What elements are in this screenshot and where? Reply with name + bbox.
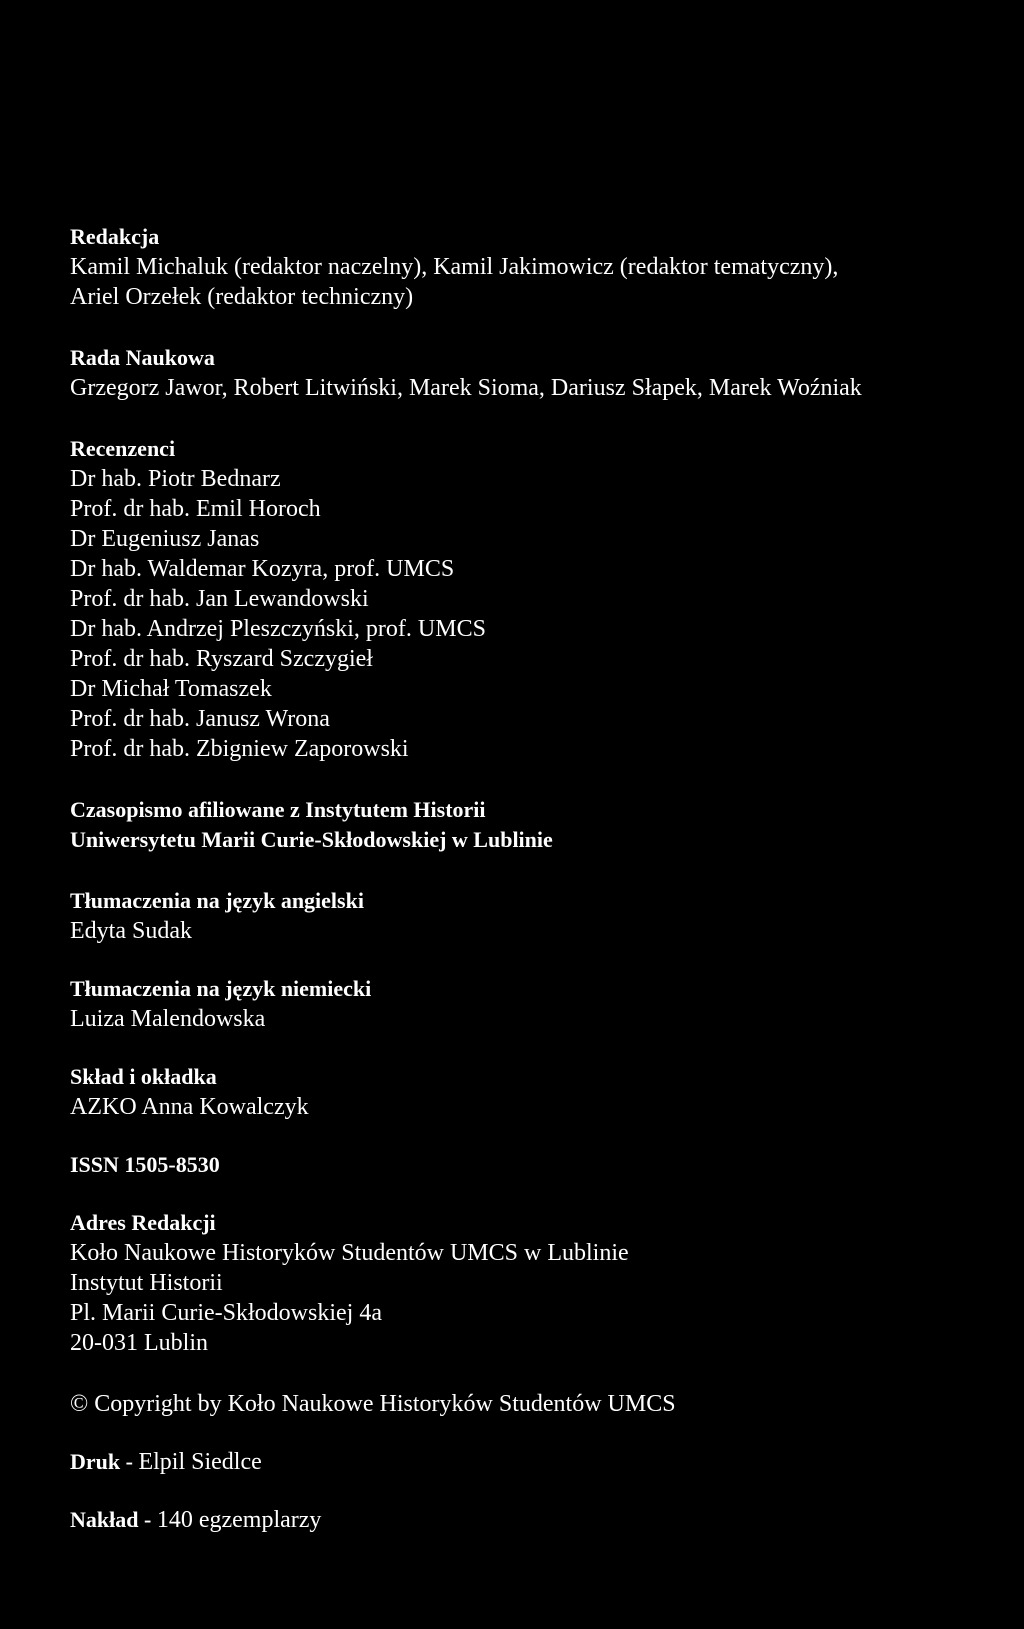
typesetting-heading: Skład i okładka xyxy=(70,1064,217,1089)
reviewers-heading: Recenzenci xyxy=(70,436,176,461)
affiliation-section xyxy=(70,795,1010,855)
scientific-board-heading: Rada Naukowa xyxy=(70,345,215,370)
typesetting-section xyxy=(70,1062,1010,1122)
editorial-line: Kamil Michaluk (redaktor naczelny), Kamil Jakimowicz (redaktor tematyczny), xyxy=(70,254,839,280)
reviewer-item: Dr hab. Piotr Bednarz xyxy=(70,466,281,492)
print-label: Druk xyxy=(70,1449,121,1474)
reviewers-section xyxy=(70,434,1010,764)
reviewer-item: Prof. dr hab. Emil Horoch xyxy=(70,496,321,522)
issn-number: ISSN 1505-8530 xyxy=(70,1152,220,1177)
print-value: Elpil Siedlce xyxy=(138,1449,262,1475)
editorial-section xyxy=(70,222,1010,312)
translation-de-name: Luiza Malendowska xyxy=(70,1006,266,1032)
circulation-section xyxy=(70,1505,1010,1535)
print-separator: - xyxy=(120,1449,139,1474)
circulation-label: Nakład xyxy=(70,1507,139,1532)
editorial-heading: Redakcja xyxy=(70,224,160,249)
translation-en-heading: Tłumaczenia na język angielski xyxy=(70,888,364,913)
translation-de-heading: Tłumaczenia na język niemiecki xyxy=(70,976,372,1001)
reviewer-item: Prof. dr hab. Janusz Wrona xyxy=(70,706,330,732)
address-line: 20-031 Lublin xyxy=(70,1330,208,1356)
address-line: Pl. Marii Curie-Skłodowskiej 4a xyxy=(70,1300,382,1326)
address-line: Koło Naukowe Historyków Studentów UMCS w Lublinie xyxy=(70,1240,629,1266)
colophon-page xyxy=(70,222,1010,1535)
address-section xyxy=(70,1208,1010,1358)
print-section xyxy=(70,1447,1010,1477)
scientific-board-section xyxy=(70,343,1010,403)
affiliation-line: Uniwersytetu Marii Curie-Skłodowskiej w Lublinie xyxy=(70,827,553,852)
copyright-notice: © Copyright by Koło Naukowe Historyków Studentów UMCS xyxy=(70,1391,676,1417)
address-heading: Adres Redakcji xyxy=(70,1210,216,1235)
scientific-board-members: Grzegorz Jawor, Robert Litwiński, Marek Sioma, Dariusz Słapek, Marek Woźniak xyxy=(70,375,862,401)
reviewer-item: Dr Eugeniusz Janas xyxy=(70,526,260,552)
reviewer-item: Prof. dr hab. Jan Lewandowski xyxy=(70,586,369,612)
translation-de-section xyxy=(70,974,1010,1034)
reviewer-item: Dr hab. Waldemar Kozyra, prof. UMCS xyxy=(70,556,455,582)
issn-section xyxy=(70,1150,1010,1180)
affiliation-line: Czasopismo afiliowane z Instytutem Historii xyxy=(70,797,486,822)
reviewer-item: Prof. dr hab. Ryszard Szczygieł xyxy=(70,646,373,672)
reviewer-item: Prof. dr hab. Zbigniew Zaporowski xyxy=(70,736,409,762)
circulation-separator: - xyxy=(138,1507,157,1532)
translation-en-section xyxy=(70,886,1010,946)
circulation-value: 140 egzemplarzy xyxy=(156,1507,322,1533)
reviewer-item: Dr hab. Andrzej Pleszczyński, prof. UMCS xyxy=(70,616,486,642)
typesetting-name: AZKO Anna Kowalczyk xyxy=(70,1094,309,1120)
copyright-section xyxy=(70,1389,1010,1419)
editorial-line: Ariel Orzełek (redaktor techniczny) xyxy=(70,284,414,310)
address-line: Instytut Historii xyxy=(70,1270,223,1296)
translation-en-name: Edyta Sudak xyxy=(70,918,192,944)
reviewer-item: Dr Michał Tomaszek xyxy=(70,676,272,702)
